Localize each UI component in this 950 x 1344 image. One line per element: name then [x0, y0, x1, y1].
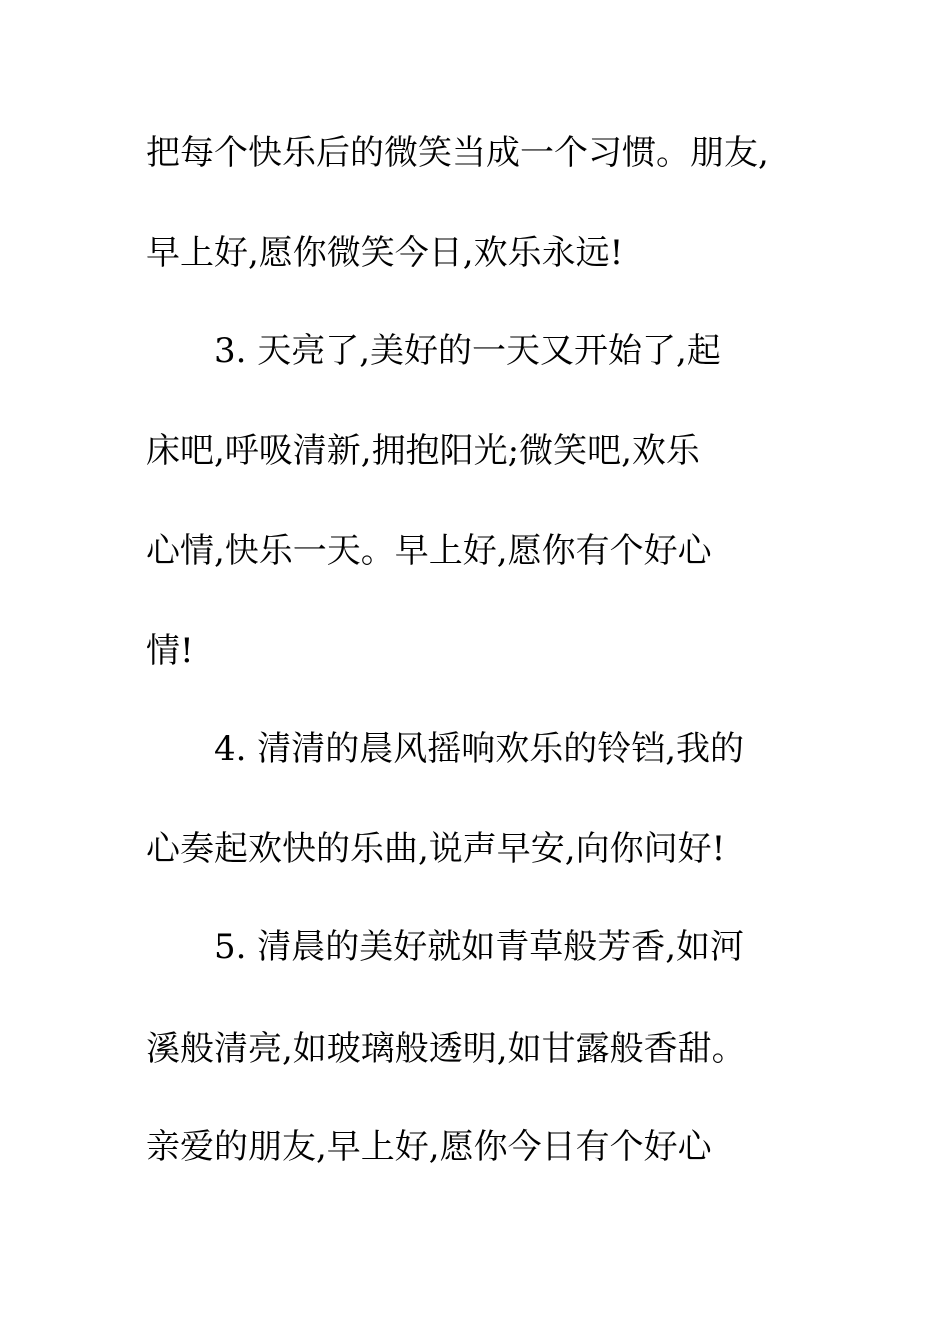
text-line: 把每个快乐后的微笑当成一个习惯。朋友, [146, 133, 769, 173]
text-line: 心奏起欢快的乐曲,说声早安,向你问好! [146, 829, 726, 869]
text-line: 溪般清亮,如玻璃般透明,如甘露般香甜。 [146, 1029, 746, 1069]
list-item-4-first-line: 4. 清清的晨风摇响欢乐的铃铛,我的 [214, 729, 745, 769]
text-line: 情! [146, 631, 194, 671]
list-item-5-first-line: 5. 清晨的美好就如青草般芳香,如河 [214, 927, 745, 967]
text-line: 心情,快乐一天。早上好,愿你有个好心 [146, 531, 712, 571]
text-line: 早上好,愿你微笑今日,欢乐永远! [146, 233, 624, 273]
text-line: 床吧,呼吸清新,拥抱阳光;微笑吧,欢乐 [146, 431, 700, 471]
text-line: 亲爱的朋友,早上好,愿你今日有个好心 [146, 1127, 712, 1167]
list-item-3-first-line: 3. 天亮了,美好的一天又开始了,起 [214, 331, 721, 371]
